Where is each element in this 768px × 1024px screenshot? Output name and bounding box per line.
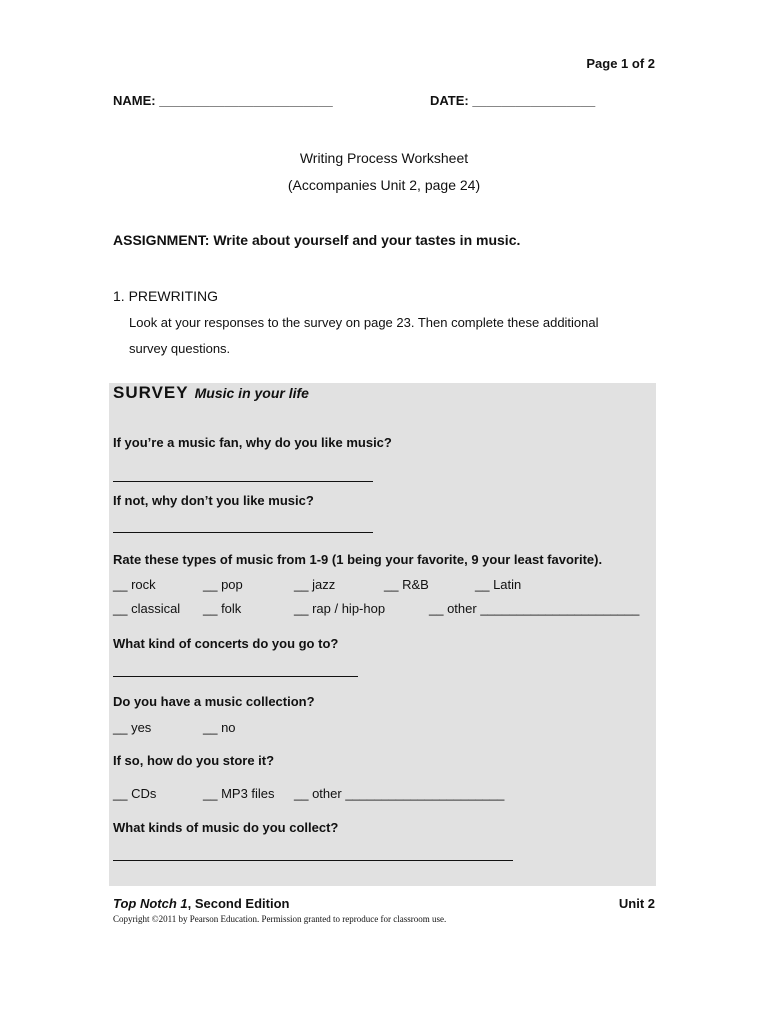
rate-latin[interactable]: __ Latin: [475, 577, 522, 592]
rate-classical[interactable]: __ classical: [113, 601, 181, 616]
rate-folk[interactable]: __ folk: [203, 601, 242, 616]
survey-subtitle: Music in your life: [194, 385, 309, 401]
page-indicator: Page 1 of 2: [586, 56, 655, 71]
question-collect-kinds: What kinds of music do you collect?: [113, 820, 339, 835]
store-other[interactable]: __ other ______________________: [294, 786, 505, 801]
survey-title: SURVEY: [113, 383, 189, 402]
book-title-italic: Top Notch 1: [113, 896, 188, 911]
store-cds[interactable]: __ CDs: [113, 786, 157, 801]
survey-box: [109, 383, 656, 886]
worksheet-subtitle: (Accompanies Unit 2, page 24): [287, 177, 481, 193]
footer-book-title: [113, 896, 289, 911]
rate-rock[interactable]: __ rock: [113, 577, 156, 592]
book-edition: , Second Edition: [187, 896, 290, 911]
answer-line-concerts[interactable]: [113, 676, 358, 677]
rate-pop[interactable]: __ pop: [203, 577, 243, 592]
question-why-like: If you’re a music fan, why do you like music?: [113, 435, 392, 450]
worksheet-title: Writing Process Worksheet: [299, 150, 469, 166]
survey-header: [113, 383, 309, 403]
question-rate-types: Rate these types of music from 1-9 (1 being your favorite, 9 your least favorite).: [113, 552, 603, 567]
section-heading: 1. PREWRITING: [113, 288, 219, 304]
date-field-label: DATE: _________________: [430, 93, 596, 108]
store-mp3[interactable]: __ MP3 files: [203, 786, 275, 801]
question-store: If so, how do you store it?: [113, 753, 275, 768]
answer-line-collect-kinds[interactable]: [113, 860, 513, 861]
collection-no[interactable]: __ no: [203, 720, 236, 735]
answer-line-why-like[interactable]: [113, 481, 373, 482]
name-field-label: NAME: ________________________: [113, 93, 333, 108]
assignment-text: ASSIGNMENT: Write about yourself and your tastes in music.: [113, 232, 521, 248]
copyright-notice: Copyright ©2011 by Pearson Education. Permission granted to reproduce for classroom use.: [113, 914, 447, 924]
answer-line-why-not[interactable]: [113, 532, 373, 533]
rate-rap-hip-hop[interactable]: __ rap / hip-hop: [294, 601, 386, 616]
footer-unit: Unit 2: [618, 896, 655, 911]
rate-other[interactable]: __ other ______________________: [429, 601, 640, 616]
instructions-line-2: survey questions.: [129, 341, 231, 356]
collection-yes[interactable]: __ yes: [113, 720, 152, 735]
question-collection: Do you have a music collection?: [113, 694, 315, 709]
instructions-line-1: Look at your responses to the survey on page 23. Then complete these additional: [129, 315, 599, 330]
rate-jazz[interactable]: __ jazz: [294, 577, 336, 592]
question-why-not: If not, why don’t you like music?: [113, 493, 314, 508]
rate-rnb[interactable]: __ R&B: [384, 577, 429, 592]
question-concerts: What kind of concerts do you go to?: [113, 636, 339, 651]
